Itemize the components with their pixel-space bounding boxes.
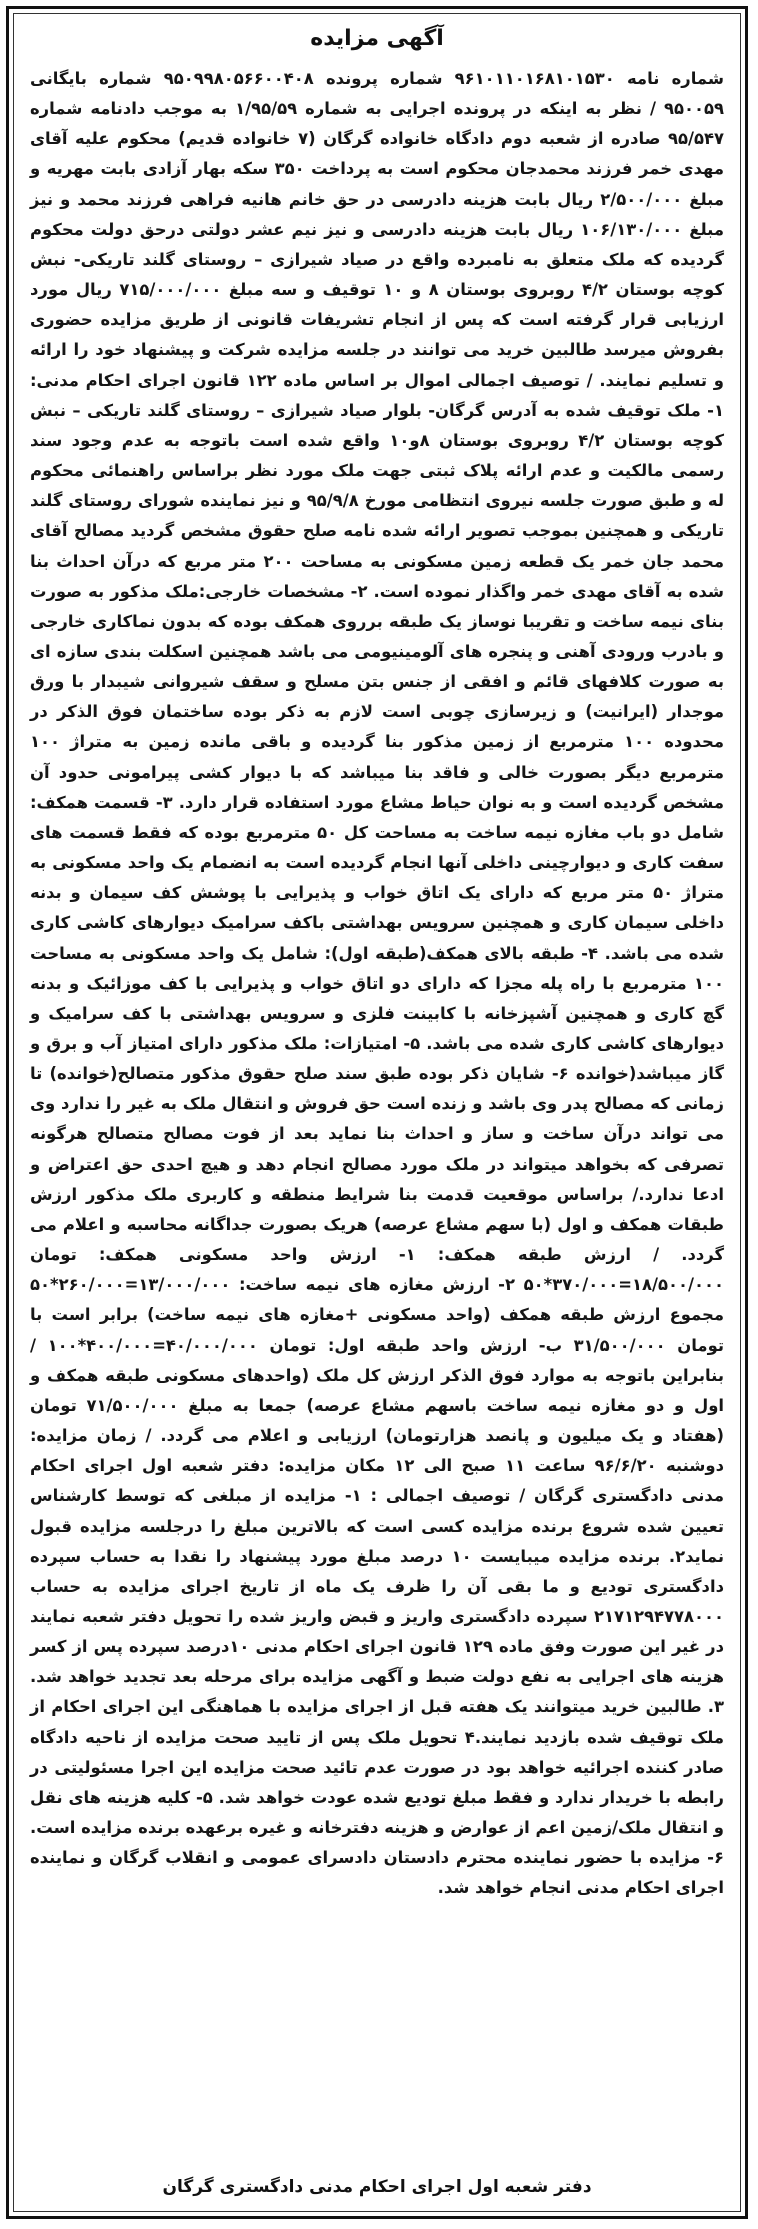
notice-signature: دفتر شعبه اول اجرای احکام مدنی دادگستری گرگان bbox=[162, 2177, 592, 2197]
notice-frame bbox=[6, 6, 748, 2219]
notice-paragraph: شماره نامه ۹۶۱۰۱۱۰۱۶۸۱۰۱۵۳۰ شماره پرونده ۹۵۰۹۹۸۰۵۶۶۰۰۴۰۸ شماره بایگانی ۹۵۰۰۵۹ / نظر به اینکه در پرونده اجرایی به شماره ۱/۹۵/۵۹ به موجب دادنامه شماره ۹۵/۵۴۷ صادره از شعبه دوم دادگاه خانواده گرگان (۷ خانواده قدیم) محکوم علیه آقای مهدی خمر فرزند محمدجان محکوم است به پرداخت ۳۵۰ سکه بهار آزادی بابت مهریه و مبلغ ۲/۵۰۰/۰۰۰ ریال بابت هزینه دادرسی در حق خانم هانیه فراهی فرزند محمد و نیز مبلغ ۱۰۶/۱۳۰/۰۰۰ ریال بابت هزینه دادرسی و نیز نیم عشر دولتی درحق دولت محکوم گردیده که ملک متعلق به نامبرده واقع در صیاد شیرازی – روستای گلند تاریکی- نبش کوچه بوستان ۴/۲ روبروی بوستان ۸ و ۱۰ توقیف و سه مبلغ ۷۱۵/۰۰۰/۰۰۰ ریال مورد ارزیابی قرار گرفته است که پس از انجام تشریفات قانونی از طریق مزایده حضوری بفروش میرسد طالبین خرید می توانند در جلسه مزایده شرکت و پیشنهاد خود را ارائه و تسلیم نمایند. / توصیف اجمالی اموال بر اساس ماده ۱۲۲ قانون اجرای احکام مدنی: ۱- ملک توقیف شده به آدرس گرگان- بلوار صیاد شیرازی – روستای گلند تاریکی – نبش کوچه بوستان ۴/۲ روبروی بوستان ۸و۱۰ واقع شده است باتوجه به عدم وجود سند رسمی مالکیت و عدم ارائه پلاک ثبتی جهت ملک مورد نظر براساس راهنمائی محکوم له و طبق صورت جلسه نیروی انتظامی مورخ ۹۵/۹/۸ و نیز نماینده شورای روستای گلند تاریکی و همچنین بموجب تصویر ارائه شده نامه صلح حقوق مشخص گردید مصالح آقای محمد جان خمر یک قطعه زمین مسکونی به مساحت ۲۰۰ متر مربع که درآن احداث بنا شده به آقای مهدی خمر واگذار نموده است. ۲- مشخصات خارجی:ملک مذکور به صورت بنای نیمه ساخت و تقریبا نوساز یک طبقه برروی همکف بوده که بدون نماکاری خارجی و بادرب ورودی آهنی و پنجره های آلومینیومی می باشد همچنین اسکلت بندی سازه ای به صورت کلافهای قائم و افقی از جنس بتن مسلح و سقف شیروانی شیبدار با ورق موجدار (ایرانیت) و زیرسازی چوبی است لازم به ذکر بوده ساختمان فوق الذکر در محدوده ۱۰۰ مترمربع از زمین مذکور بنا گردیده و باقی مانده زمین به متراژ ۱۰۰ مترمربع دیگر بصورت خالی و فاقد بنا میباشد که با دیوار کشی پیرامونی حدود آن مشخص گردیده است و به نوان حیاط مشاع مورد استفاده قرار دارد. ۳- قسمت همکف: شامل دو باب مغازه نیمه ساخت به مساحت کل ۵۰ مترمربع بوده که فقط قسمت های سفت کاری و دیوارچینی داخلی آنها انجام گردیده است به انضمام یک واحد مسکونی به متراژ ۵۰ متر مربع که دارای یک اتاق خواب و پذیرایی با پوشش کف سیمان و بدنه داخلی سیمان کاری و همچنین سرویس بهداشتی باکف سرامیک دیوارهای کاشی کاری شده می باشد. ۴- طبقه بالای همکف(طبقه اول): شامل یک واحد مسکونی به مساحت ۱۰۰ مترمربع با راه پله مجزا که دارای دو اتاق خواب و پذیرایی با کف موزائیک و بدنه گچ کاری و همچنین آشپزخانه با کابینت فلزی و سرویس بهداشتی با کف سرامیک و دیوارهای کاشی کاری شده می باشد. ۵- امتیازات: ملک مذکور دارای امتیاز آب و برق و گاز میباشد(خوانده ۶- شایان ذکر بوده طبق سند صلح حقوق مذکور متصالح(خوانده) تا زمانی که مصالح پدر وی باشد و زنده است حق فروش و انتقال ملک به غیر را ندارد وی می تواند درآن ساخت و ساز و احداث بنا نماید بعد از فوت مصالح متصالح هرگونه تصرفی که بخواهد میتواند در ملک مورد مصالح انجام دهد و هیچ احدی حق اعتراض و ادعا ندارد./ براساس موقعیت قدمت بنا شرایط منطقه و کاربری ملک مذکور ارزش طبقات همکف و اول (با سهم مشاع عرصه) هریک بصورت جداگانه محاسبه و اعلام می گردد. / ارزش طبقه همکف: ۱- ارزش واحد مسکونی همکف: تومان ۱۸/۵۰۰/۰۰۰=۳۷۰/۰۰۰*۵۰ ۲- ارزش مغازه های نیمه ساخت: ۱۳/۰۰۰/۰۰۰=۲۶۰/۰۰۰*۵۰ مجموع ارزش طبقه همکف (واحد مسکونی +مغازه های نیمه ساخت) برابر است با تومان ۳۱/۵۰۰/۰۰۰ ب- ارزش واحد طبقه اول: تومان ۴۰/۰۰۰/۰۰۰=۴۰۰/۰۰۰*۱۰۰ / بنابراین باتوجه به موارد فوق الذکر ارزش کل ملک (واحدهای مسکونی طبقه همکف و اول و دو مغازه نیمه ساخت باسهم مشاع عرصه) جمعا به مبلغ ۷۱/۵۰۰/۰۰۰ تومان (هفتاد و یک میلیون و پانصد هزارتومان) ارزیابی و اعلام می گردد. / زمان مزایده: دوشنبه ۹۶/۶/۲۰ ساعت ۱۱ صبح الی ۱۲ مکان مزایده: دفتر شعبه اول اجرای احکام مدنی دادگستری گرگان / توصیف اجمالی : ۱- مزایده از مبلغی که توسط کارشناس تعیین شده شروع برنده مزایده کسی است که بالاترین مبلغ را درجلسه مزایده قبول نماید۲. برنده مزایده میبایست ۱۰ درصد مبلغ مورد پیشنهاد را نقدا به حساب سپرده دادگستری تودیع و ما بقی آن را ظرف یک ماه از تاریخ اجرای مزایده به حساب ۲۱۷۱۲۹۴۷۷۸۰۰۰ سپرده دادگستری واریز و قبض واریز شده را تحویل دفتر شعبه نمایند در غیر این صورت وفق ماده ۱۲۹ قانون اجرای احکام مدنی ۱۰درصد سپرده پس از کسر هزینه های اجرایی به نفع دولت ضبط و آگهی مزایده برای مرحله بعد تجدید خواهد شد. ۳. طالبین خرید میتوانند یک هفته قبل از اجرای مزایده با هماهنگی این اجرای احکام از ملک توقیف شده بازدید نمایند.۴ تحویل ملک پس از تایید صحت مزایده از ناحیه دادگاه صادر کننده اجرائیه خواهد بود در صورت عدم تائید صحت مزایده این اجرا مسئولیتی در رابطه با خریدار ندارد و فقط مبلغ تودیع شده عودت خواهد شد. ۵- کلیه هزینه های نقل و انتقال ملک/زمین اعم از عوارض و هزینه دفترخانه و غیره برعهده برنده مزایده است. ۶- مزایده با حضور نماینده محترم دادستان دادسرای عمومی و انقلاب گرگان و نماینده اجرای احکام مدنی انجام خواهد شد. bbox=[30, 69, 725, 1898]
notice-inner-border bbox=[13, 13, 741, 2212]
notice-body bbox=[14, 56, 740, 1904]
notice-title: آگهی مزایده bbox=[310, 26, 444, 51]
